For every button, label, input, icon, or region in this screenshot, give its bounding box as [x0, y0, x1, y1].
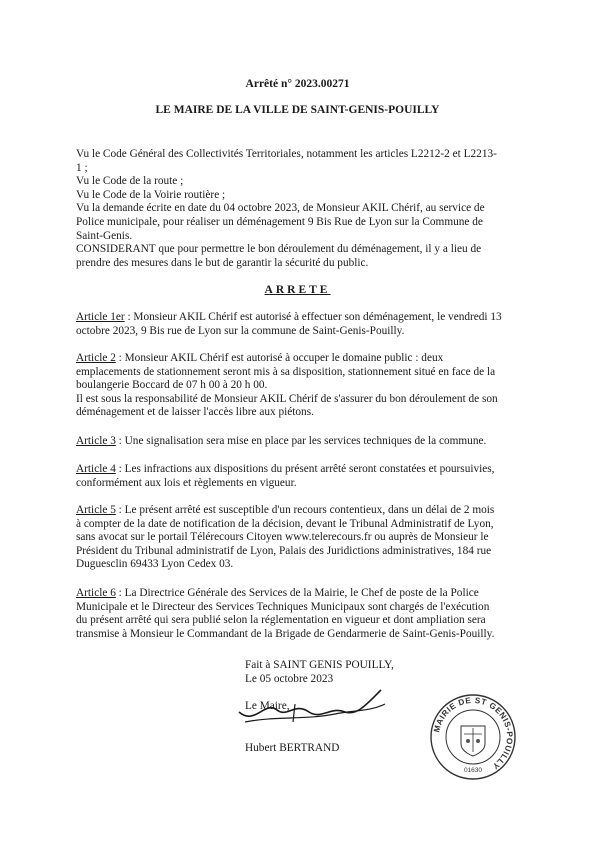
article-label: Article 2: [76, 352, 116, 364]
signature-date: Le 05 octobre 2023: [245, 673, 334, 685]
article-line: conformément aux lois et règlements en vigueur.: [76, 476, 297, 489]
article-line: : Monsieur AKIL Chérif est autorisé à occuper le domaine public : deux: [115, 352, 444, 364]
signature-name: Hubert BERTRAND: [245, 742, 340, 754]
article-line: à compter de la date de notification de la décision, devant le Tribunal Administratif de Lyon,: [76, 517, 494, 530]
preamble-line: Police municipale, pour réaliser un déménagement 9 Bis Rue de Lyon sur la Commune de: [76, 215, 483, 228]
preamble-line: Vu le Code Général des Collectivités Territoriales, notamment les articles L2212-2 et L2213-: [76, 148, 497, 160]
article-line: boulangerie Boccard de 07 h 00 à 20 h 00.: [76, 379, 268, 392]
article-line: : La Directrice Générale des Services de la Mairie, le Chef de poste de la Police: [115, 587, 479, 599]
article-line: octobre 2023, 9 Bis rue de Lyon sur la commune de Saint-Genis-Pouilly.: [76, 324, 405, 337]
article-line: : Monsieur AKIL Chérif est autorisé à effectuer son déménagement, le vendredi 13: [124, 311, 502, 323]
document-title: Arrêté n° 2023.00271: [245, 78, 350, 90]
mairie-stamp: [428, 692, 518, 782]
article-label: Article 1er: [76, 311, 125, 323]
article-4: [76, 463, 531, 490]
stamp-code: 01630: [463, 767, 483, 774]
article-line: Duguesclin 69433 Lyon Cedex 03.: [76, 558, 234, 571]
handwritten-signature: [235, 682, 395, 732]
preamble-line: Vu le Code de la route ;: [76, 175, 184, 188]
preamble-line: Vu le Code de la Voirie routière ;: [76, 188, 226, 201]
article-line: Il est sous la responsabilité de Monsieur AKIL Chérif de s'assurer du bon déroulement de son: [76, 392, 498, 405]
article-label: Article 4: [76, 463, 116, 475]
preamble: [76, 148, 531, 270]
preamble-line: 1 ;: [76, 161, 88, 174]
article-line: du présent arrêté qui sera publié selon la réglementation en vigueur et dont ampliation sera: [76, 614, 486, 627]
article-6: [76, 587, 531, 641]
article-1: [76, 311, 531, 338]
stamp-text: MAIRIE DE ST GENIS-POUILLY: [432, 695, 515, 771]
preamble-line: prendre des mesures dans le but de garantir la sécurité du public.: [76, 256, 369, 269]
preamble-line: Saint-Genis.: [76, 229, 133, 242]
signature-role: Le Maire,: [245, 700, 290, 712]
article-line: sans avocat sur le portail Télérecours Citoyen www.telerecours.fr ou auprès de Monsieur le: [76, 531, 489, 544]
article-label: Article 5: [76, 504, 116, 516]
article-5: [76, 504, 531, 572]
article-line: transmise à Monsieur le Commandant de la Brigade de Gendarmerie de Saint-Genis-Pouilly.: [76, 627, 495, 640]
article-line: Président du Tribunal administratif de Lyon, Palais des Juridictions administratives, 184 rue: [76, 544, 492, 557]
article-2: [76, 352, 531, 420]
article-line: Municipale et le Directeur des Services Techniques Municipaux sont chargés de l'exécution: [76, 600, 490, 613]
authority-heading: LE MAIRE DE LA VILLE DE SAINT-GENIS-POUILLY: [155, 104, 440, 116]
arrete-heading: ARRETE: [264, 284, 331, 296]
article-label: Article 6: [76, 587, 116, 599]
article-label: Article 3: [76, 435, 116, 447]
preamble-line: Vu la demande écrite en date du 04 octobre 2023, de Monsieur AKIL Chérif, au service de: [76, 202, 485, 215]
article-line: emplacements de stationnement seront mis à sa disposition, stationnement situé en face de la: [76, 365, 496, 378]
article-3: [76, 435, 531, 449]
article-line: : Le présent arrêté est susceptible d'un recours contentieux, dans un délai de 2 mois: [115, 504, 495, 516]
preamble-line: CONSIDERANT que pour permettre le bon déroulement du déménagement, il y a lieu de: [76, 243, 482, 256]
signature-place: Fait à SAINT GENIS POUILLY,: [245, 659, 394, 671]
article-line: : Les infractions aux dispositions du présent arrêté seront constatées et poursuivies,: [115, 463, 495, 475]
article-line: : Une signalisation sera mise en place par les services techniques de la commune.: [115, 435, 487, 447]
article-line: déménagement et de laisser l'accès libre aux piétons.: [76, 406, 314, 419]
